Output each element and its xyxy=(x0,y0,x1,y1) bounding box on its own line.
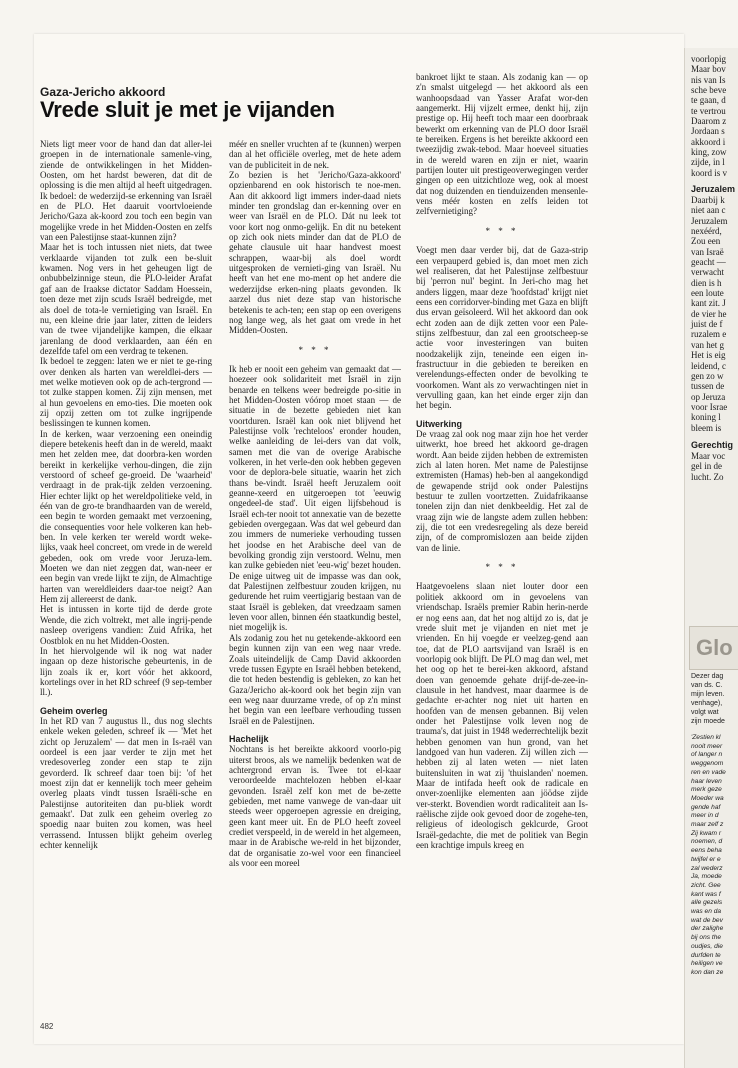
section-divider: * * * xyxy=(485,225,519,236)
facing-line: Zou een xyxy=(691,236,723,247)
facing-box-quote xyxy=(691,734,726,978)
facing-line: tussen de xyxy=(691,381,725,392)
facing-line: nexéérd, xyxy=(691,226,724,237)
paragraph: In het RD van 7 augustus ll., dus nog slechts enkele weken geleden, schreef ik — 'Met het zicht op Jeruzalem' — dat men in Is-raël van oordeel is een jaar verder te zijn met het vredesoverleg zonder een stap te zijn gevorderd. Ik schreef daar toen bij: 'of het moest zijn dat er kennelijk toch meer geheim overleg plaats vindt tussen Israëli-sche en Palestijnse autoriteiten dan pu-bliek wordt gemaakt'. Dat zulk een geheim overleg zo spoedig naar buiten zou komen, was heel verrassend. Intussen blijkt geheim overleg echter kennelijk xyxy=(40,715,212,851)
facing-line: twijfel er e xyxy=(691,855,721,863)
text-column-1 xyxy=(40,139,212,1017)
facing-line: ruzalem e xyxy=(691,329,727,340)
facing-box-intro xyxy=(691,672,725,726)
facing-line: was en da xyxy=(691,908,722,916)
facing-text-3 xyxy=(691,451,725,482)
paragraph: De enige uitweg uit de impasse was dan ook, dat Palestijnen zelfbestuur zouden krijgen, nu gedurende het ruim veertigjarig bestaan van de staat Israël is gebleken, dat vreedzaam samen leven voor allen, binnen één staatkundig bestel, niet mogelijk is. xyxy=(229,570,401,633)
facing-line: king, zow xyxy=(691,147,727,158)
facing-line: bleem is xyxy=(691,422,722,433)
facing-line: een loute xyxy=(691,288,724,299)
facing-line: Het is eig xyxy=(691,350,726,361)
facing-line: kant zit. J xyxy=(691,298,726,309)
facing-line: Daarbij k xyxy=(691,195,725,205)
facing-line: koning l xyxy=(691,412,721,423)
paragraph: Het is intussen in korte tijd de derde grote Wende, die zich voltrekt, met alle ingrij-pende nasleep overigens vandien: Zuid Afrika, het Oostblok en nu het Midden-Oosten. xyxy=(40,604,212,646)
paragraph: Niets ligt meer voor de hand dan dat aller-lei groepen in de internationale samenle-ving, ziende de ontwikkelingen in het Midden-Oosten, om het hardst beweren, dat dit de oplossing is die men altijd al heeft uitgedragen. Ik bedoel: de wederzijd-se erkenning van Israël en de PLO. Het daaruit voortvloeiende Jericho/Gaza ak-koord zou toch een begin van mogelijke vrede in het Midden-Oosten en zelfs van een Palestijnse staat-kunnen zijn? xyxy=(40,139,212,243)
facing-line: volgt wat xyxy=(691,709,721,716)
section-heading: Geheim overleg xyxy=(40,705,108,716)
section-heading: Uitwerking xyxy=(416,418,463,429)
facing-line: haar leven xyxy=(691,777,722,785)
facing-line: noemen, d xyxy=(691,838,723,846)
facing-line: leidend, c xyxy=(691,360,726,371)
paragraph: Voegt men daar verder bij, dat de Gaza-strip een verpauperd gebied is, dan moet men zich wel realiseren, dat het Palestijnse zelfbestuur bij 'perron nul' begint. In Jeri-cho mag het anders liggen, maar deze 'hoofdstad' krijgt niet eens een corridorver-binding met Gaza en blijft dus ervan geïsoleerd. Wil het akkoord dan ook echt zoden aan de dijk zetten voor een Pale-stijns zelfbestuur, dan zal een grootscheep-se actie voor investeringen van buiten noodzakelijk zijn, teneinde een eigen in-frastructuur in die gebieden te bereiken en verelendungs-effecten onder de bevolking te voorkomen. Want als zo verwachtingen niet in vervulling gaan, kan het einde erger zijn dan het begin. xyxy=(416,245,588,411)
paragraph: De vraag zal ook nog maar zijn hoe het verder uitwerkt, hoe breed het akkoord ge-dragen wordt. Aan beide zijden hebben de extremisten zich al laten horen. Met name de Palestijnse extremisten (Hamas) heb-ben al aangekondigd de gewapende strijd ook onder Palestijns bestuur te zullen voortzetten. Zuidafrikaanse tonelen zijn dan niet denkbeeldig. Het zal de vraag zijn wie de langste adem zullen hebben: zij, die tot een vredesregeling als deze bereid zijn, of de compromislozen aan beide zijden van de linie. xyxy=(416,429,588,553)
facing-line: meer in d xyxy=(691,812,719,820)
facing-text-1 xyxy=(691,54,727,178)
facing-line: maar zelf z xyxy=(691,821,724,829)
facing-line: der zalighe xyxy=(691,925,724,933)
facing-line: of langer n xyxy=(691,751,723,759)
facing-line: Ja, moede xyxy=(691,873,722,881)
facing-line: eens beha xyxy=(691,847,722,855)
facing-line: gende haf xyxy=(691,803,721,811)
paragraph: Nochtans is het bereikte akkoord voorlo-pig uiterst broos, als we namelijk bedenken wat de achtergrond ervan is. Twee tot el-kaar veroordeelde machtelozen hebben el-kaar gevonden. Israël zelf kon met de be-zette gebieden, met name vanwege de van-daar uit steeds weer opgeroepen agressie en dreiging, geen kant meer uit. En de PLO heeft zoveel crediet verspeeld, in de wereld in het algemeen, maar in de Arabische we-reld in het bijzonder, dat de organisatie zo-wel voor een financieel als voor een moreel xyxy=(229,744,401,869)
article-headline: Vrede sluit je met je vijanden xyxy=(40,97,335,122)
facing-line: Jordaan s xyxy=(691,126,725,137)
paragraph: Als zodanig zou het nu getekende-akkoord een begin kunnen zijn van een weg naar vrede. Zoals uiteindelijk de Camp David akkoorden vrede tussen Egypte en Israël hebben betekend, die tot heden bestendig is gebleken, zo kan het Gaza/Jericho ak-koord ook het begin zijn van een weg naar duurzame vrede, of op z'n minst het begin van een leefbare verhouding tussen Israël en de Palestijnen. xyxy=(229,632,401,726)
page-number: 482 xyxy=(40,1022,54,1031)
facing-line: zijde, in l xyxy=(691,157,725,168)
facing-line: voorlopig xyxy=(691,54,726,64)
facing-page-edge xyxy=(684,48,738,1068)
facing-box-header xyxy=(689,626,738,670)
facing-line: te vertrou xyxy=(691,105,726,116)
facing-line: voor Israe xyxy=(691,401,728,412)
facing-box-title: Glo xyxy=(696,635,733,660)
facing-line: zicht. Gee xyxy=(691,881,721,889)
facing-line: van ds. C. xyxy=(691,682,723,689)
facing-line: geacht — xyxy=(691,257,726,268)
facing-line: op Jeruza xyxy=(691,391,726,402)
facing-line: koord is v xyxy=(691,167,727,178)
facing-line: akkoord i xyxy=(691,136,726,147)
facing-line: niet aan c xyxy=(691,205,726,216)
facing-line: Daarom z xyxy=(691,116,727,127)
section-divider: * * * xyxy=(485,562,519,573)
paragraph: Haatgevoelens slaan niet louter door een politiek akkoord om in gevoelens van vriendschap. Israëls premier Rabin herin-nerde er nog eens aan, dat het nog altijd zo is, dat je vrede sluit met je vijanden en niet met je vrienden. En hij voegde er veelzeg-gend aan toe, dat de PLO aartsvijand van Israël is en voorlopig ook blijft. De PLO mag dan wel, met het oog op het te berei-ken akkoord, afstand doen van genoemde gehate drijf-de-zee-in-clausule in het handvest, maar daarmee is de gedachte er-achter nog niet uit harten en hoofden van de mensen gebannen. Bij velen onder het Palestijnse volk leven nog de trauma's, dat juist in 1948 wederrechtelijk bezit hebben genomen van hun grond, van het landgoed van hun vaderen. Zij willen zich — hebben zij al laten weten — niet laten buitensluiten in wat zij 'thuislanden' noemen. Maar de intifada heeft ook de radicale en onver-zoenlijke elementen aan jöödse zijde ver-sterkt. Bovendien wordt radicaliteit aan Is-raëlische zijde ook gevoed door de zogehe-ten, religieus of ideologisch geklcurde, Groot Israël-gedachte, die met de politiek van Begin een krachtige impuls kreeg en xyxy=(416,581,588,851)
facing-text-2 xyxy=(691,195,727,433)
facing-line: Zij kwam r xyxy=(691,829,722,837)
facing-line: ren en vade xyxy=(691,768,726,776)
facing-line: gel in de xyxy=(691,461,722,472)
facing-line: alle gezels xyxy=(691,899,723,907)
facing-line: kon dan ze xyxy=(691,968,724,976)
facing-line: Moeder wa xyxy=(691,794,724,802)
paragraph: In de kerken, waar verzoening een oneindig diepere betekenis heeft dan in de wereld, maakt men het zelden mee, dat doorbra-ken worden bereikt in kerkelijke verhou-dingen, die zijn verstoord of scheef ge-groeid. De 'waarheid' verdraagt in de prak-tijk zelden verzoening. Hier echter lijkt op het wereldpolitieke veld, in één van de gro-te brandhaarden van de wereld, een begin te worden gemaakt met verzoening, die consequenties voor hele volkeren kan heb-ben. In vele kerken ter wereld wordt weke-lijks, vaak heel concreet, om vrede in de wereld gebeden, ook om vrede voor Jeruza-lem. Moeten we dan niet zeggen dat, wan-neer er een begin van vrede lijkt te zijn, de Almachtige harten van wereldleiders daar-toe neigt? Aan Hem zij allereerst de dank. xyxy=(40,428,212,605)
facing-line: gen zo w xyxy=(691,370,724,381)
paragraph: méér en sneller vruchten af te (kunnen) werpen dan al het officiële overleg, met de hete adem van de publiciteit in de nek. xyxy=(229,139,401,170)
facing-line: lucht. Zo xyxy=(691,471,724,482)
facing-line: venhage), xyxy=(691,700,723,707)
facing-line: juist de f xyxy=(691,319,723,330)
facing-line: verwacht xyxy=(691,267,724,278)
facing-line: weggenom xyxy=(691,760,724,768)
section-heading: Hachelijk xyxy=(229,733,269,744)
facing-line: nis van Is xyxy=(691,74,726,85)
text-column-2 xyxy=(229,139,401,1017)
facing-line: merk geze xyxy=(691,786,722,794)
facing-line: zal wederz xyxy=(691,864,723,872)
paragraph: Ik heb er nooit een geheim van gemaakt dat — hoezeer ook solidariteit met Israël in zijn benarde en telkens weer bedreigde po-sitie in het Midden-Oosten vóórop moet staan — de situatie in de bezette gebieden niet kan voortduren. Israël kan ook niet blijvend het Palestijnse volk 'rechteloos' eronder houden, welke aanleiding de lei-ders van dat volk, samen met die van de overige Arabische volkeren, in het verle-den ook hebben gegeven voor de deplora-bele situatie, waarin het zich thans be-vindt. Israël heeft Jeruzalem ooit geanne-xeerd en uitgeroepen tot 'eeuwig ongedeel-de stad'. Uit eigen lijfsbehoud is Israël ech-ter nooit tot annexatie van de bezette gebieden overgegaan. Was dat wel gebeurd dan zou immers de numerieke verhouding tussen het joodse en het Arabische deel van de bevolking grondig zijn verstoord. Welnu, men kan zulke gebieden niet 'eeu-wig' bezet houden. xyxy=(229,363,401,571)
paragraph: In het hiervolgende wil ik nog wat nader ingaan op deze historische gebeurtenis, in de lijn zoals ik er, kort vóór het akkoord, kortelings over in het RD schreef (9 sep-tember ll.). xyxy=(40,645,212,698)
facing-line: Maar bov xyxy=(691,64,726,75)
facing-subhead-2: Gerechtig xyxy=(691,440,734,450)
section-divider: * * * xyxy=(298,344,332,355)
facing-line: mijn leven. xyxy=(691,691,725,698)
facing-subhead-1: Jeruzalem xyxy=(691,184,736,194)
facing-line: van het g xyxy=(691,339,724,350)
paragraph: bankroet lijkt te staan. Als zodanig kan — op z'n smalst uitgelegd — het akkoord als een wanhoopsdaad van Yasser Arafat wor-den aangemerkt. Hij vijzelt ermee, denkt hij, zijn prestige op. Hij heeft toch maar een doorbraak bewerkt om erkenning van de PLO door Israël te bereiken. Ergens is het bereikte akkoord een tweezijdig zwak-tebod. Maar hoeveel situaties in de wereld waren en zijn er niet, waarin partijen louter uit prestigeoverwegingen verder gingen op een uitzichtloze weg, ook al moest dat nog duizenden en tienduizenden mensenle-vens méér kosten en zelfs leiden tot zelfvernietiging? xyxy=(416,72,588,217)
facing-line: Maar voc xyxy=(691,451,726,461)
facing-line: de vier he xyxy=(691,308,727,319)
facing-line: Dezer dag xyxy=(691,673,724,680)
facing-line: Jeruzalem xyxy=(691,215,728,226)
facing-line: dien is h xyxy=(691,277,722,288)
facing-line: wat de bev xyxy=(691,916,723,924)
facing-line: van Israë xyxy=(691,246,724,257)
facing-line: sche beve xyxy=(691,85,727,96)
facing-line: kant was f xyxy=(691,890,721,898)
facing-line: durfden te xyxy=(691,951,721,959)
facing-line: zijn moede xyxy=(691,718,725,725)
text-column-3 xyxy=(416,72,588,1017)
facing-line: 'Zestien kl xyxy=(691,734,721,741)
article-kicker: Gaza-Jericho akkoord xyxy=(40,85,166,99)
facing-line: nooit meer xyxy=(691,742,723,750)
facing-line: oudjes, die xyxy=(691,942,723,950)
facing-line: heiligen ve xyxy=(691,960,723,968)
facing-line: te gaan, d xyxy=(691,95,726,106)
facing-line: bij ons the xyxy=(691,934,722,942)
paragraph: Maar het is toch intussen niet niets, dat twee verklaarde vijanden tot zulk een be-sluit kwamen. Nog vers in het geheugen ligt de onbubbelzinnige steun, die PLO-leider Arafat gaf aan de Iraakse dictator Saddam Hoessein, toen deze met zijn scuds Israël bedreigde, met als doel de tota-le vernietiging van Israël. En nu, een kleine drie jaar later, zitten de leiders van de twee vijandelijke kampen, die elkaar jarenlang de dood verklaarden, aan één en dezelfde tafel om een verdrag te tekenen. xyxy=(40,242,212,356)
paragraph: Zo bezien is het 'Jericho/Gaza-akkoord' opzienbarend en ook historisch te noe-men. Aan dit akkoord ligt immers inder-daad niets minder ten grondslag dan er-kenning over en weer van Israël en de PLO. Dát nu leek tot voor kort nog onmo-gelijk. En dit nu betekent op zich ook niets minder dan dat de PLO de gehate clausule uit haar handvest moest schrappen, waar-bij als doel wordt uitgesproken de vernieti-ging van Israël. Nu heeft van het ene mo-ment op het andere die wederzijdse erken-ning plaats gevonden. Ik aarzel dus niet deze stap van historische betekenis te ach-ten; een stap op een overigens nog lange weg, als het gaat om vrede in het Midden-Oosten. xyxy=(229,170,401,336)
paragraph: Ik bedoel te zeggen: laten we er niet te ge-ring over denken als harten van wereldlei-ders — met welke motieven ook op de ach-tergrond — tot zulke stappen komen. Zij zijn mensen, met al hun gevoelens en emo-ties. Die moeten ook zij opzij zetten om tot zulke ingrijpende beslissingen te kunnen komen. xyxy=(40,356,212,429)
